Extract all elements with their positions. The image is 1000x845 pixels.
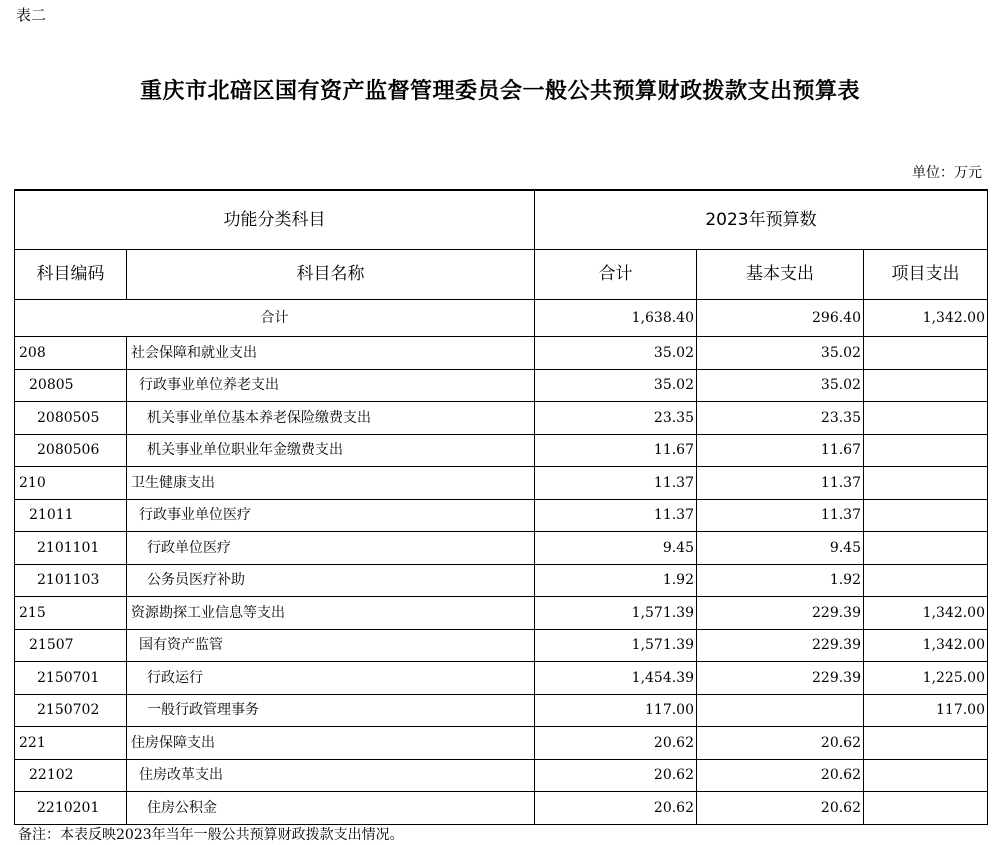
row-total: 11.37 bbox=[535, 499, 697, 532]
header-row-columns bbox=[15, 250, 988, 300]
total-project: 1,342.00 bbox=[864, 300, 988, 337]
row-name: 住房公积金 bbox=[127, 792, 535, 825]
row-code: 2080506 bbox=[15, 434, 127, 467]
row-project bbox=[864, 792, 988, 825]
total-row bbox=[15, 300, 988, 337]
row-basic: 229.39 bbox=[697, 629, 864, 662]
row-basic: 11.37 bbox=[697, 499, 864, 532]
row-name: 机关事业单位职业年金缴费支出 bbox=[127, 434, 535, 467]
row-name: 机关事业单位基本养老保险缴费支出 bbox=[127, 402, 535, 435]
row-total: 9.45 bbox=[535, 532, 697, 565]
table-row bbox=[15, 467, 988, 500]
row-code: 21011 bbox=[15, 499, 127, 532]
row-total: 11.37 bbox=[535, 467, 697, 500]
row-code: 215 bbox=[15, 597, 127, 630]
table-row bbox=[15, 727, 988, 760]
row-total: 20.62 bbox=[535, 759, 697, 792]
row-total: 35.02 bbox=[535, 337, 697, 370]
row-code: 2080505 bbox=[15, 402, 127, 435]
total-label: 合计 bbox=[15, 300, 535, 337]
row-code: 2101103 bbox=[15, 564, 127, 597]
row-name: 卫生健康支出 bbox=[127, 467, 535, 500]
row-code: 21507 bbox=[15, 629, 127, 662]
row-total: 117.00 bbox=[535, 694, 697, 727]
header-category-group: 功能分类科目 bbox=[15, 190, 535, 250]
table-row bbox=[15, 369, 988, 402]
table-row bbox=[15, 402, 988, 435]
row-name: 行政事业单位养老支出 bbox=[127, 369, 535, 402]
row-basic: 35.02 bbox=[697, 337, 864, 370]
row-code: 2101101 bbox=[15, 532, 127, 565]
row-project: 1,342.00 bbox=[864, 629, 988, 662]
table-row bbox=[15, 662, 988, 695]
row-project bbox=[864, 727, 988, 760]
row-name: 住房保障支出 bbox=[127, 727, 535, 760]
row-project bbox=[864, 499, 988, 532]
header-basic: 基本支出 bbox=[697, 250, 864, 300]
header-project: 项目支出 bbox=[864, 250, 988, 300]
row-name: 行政单位医疗 bbox=[127, 532, 535, 565]
row-total: 1,571.39 bbox=[535, 629, 697, 662]
page-title: 重庆市北碚区国有资产监督管理委员会一般公共预算财政拨款支出预算表 bbox=[139, 78, 860, 104]
row-project: 1,342.00 bbox=[864, 597, 988, 630]
row-total: 1,571.39 bbox=[535, 597, 697, 630]
table-row bbox=[15, 629, 988, 662]
header-total: 合计 bbox=[535, 250, 697, 300]
table-row bbox=[15, 759, 988, 792]
table-row bbox=[15, 337, 988, 370]
table-row bbox=[15, 564, 988, 597]
row-code: 20805 bbox=[15, 369, 127, 402]
row-total: 11.67 bbox=[535, 434, 697, 467]
row-total: 1.92 bbox=[535, 564, 697, 597]
table-number-label: 表二 bbox=[16, 6, 47, 24]
total-basic: 296.40 bbox=[697, 300, 864, 337]
row-basic: 229.39 bbox=[697, 597, 864, 630]
row-project bbox=[864, 402, 988, 435]
row-basic: 20.62 bbox=[697, 759, 864, 792]
row-project bbox=[864, 467, 988, 500]
row-code: 208 bbox=[15, 337, 127, 370]
table-row bbox=[15, 597, 988, 630]
row-basic: 20.62 bbox=[697, 792, 864, 825]
row-total: 20.62 bbox=[535, 727, 697, 760]
table-row bbox=[15, 434, 988, 467]
header-code: 科目编码 bbox=[15, 250, 127, 300]
row-total: 20.62 bbox=[535, 792, 697, 825]
row-project: 1,225.00 bbox=[864, 662, 988, 695]
row-name: 行政运行 bbox=[127, 662, 535, 695]
row-total: 35.02 bbox=[535, 369, 697, 402]
row-basic: 11.37 bbox=[697, 467, 864, 500]
row-basic bbox=[697, 694, 864, 727]
row-basic: 20.62 bbox=[697, 727, 864, 760]
row-basic: 11.67 bbox=[697, 434, 864, 467]
row-code: 210 bbox=[15, 467, 127, 500]
table-row bbox=[15, 532, 988, 565]
row-basic: 23.35 bbox=[697, 402, 864, 435]
row-code: 22102 bbox=[15, 759, 127, 792]
row-project: 117.00 bbox=[864, 694, 988, 727]
table-row bbox=[15, 499, 988, 532]
unit-label: 单位：万元 bbox=[912, 165, 982, 181]
row-name: 资源勘探工业信息等支出 bbox=[127, 597, 535, 630]
header-budget-group: 2023年预算数 bbox=[535, 190, 988, 250]
row-name: 社会保障和就业支出 bbox=[127, 337, 535, 370]
row-code: 2150701 bbox=[15, 662, 127, 695]
row-project bbox=[864, 564, 988, 597]
row-total: 23.35 bbox=[535, 402, 697, 435]
table-row bbox=[15, 694, 988, 727]
row-project bbox=[864, 532, 988, 565]
row-basic: 9.45 bbox=[697, 532, 864, 565]
table-row bbox=[15, 792, 988, 825]
row-name: 国有资产监管 bbox=[127, 629, 535, 662]
row-name: 公务员医疗补助 bbox=[127, 564, 535, 597]
row-project bbox=[864, 759, 988, 792]
row-name: 住房改革支出 bbox=[127, 759, 535, 792]
row-project bbox=[864, 337, 988, 370]
row-code: 2150702 bbox=[15, 694, 127, 727]
header-name: 科目名称 bbox=[127, 250, 535, 300]
total-total: 1,638.40 bbox=[535, 300, 697, 337]
footnote: 备注：本表反映2023年当年一般公共预算财政拨款支出情况。 bbox=[18, 827, 404, 843]
budget-table bbox=[14, 189, 988, 825]
header-row-group bbox=[15, 190, 988, 250]
row-name: 一般行政管理事务 bbox=[127, 694, 535, 727]
row-code: 2210201 bbox=[15, 792, 127, 825]
row-name: 行政事业单位医疗 bbox=[127, 499, 535, 532]
row-project bbox=[864, 434, 988, 467]
row-project bbox=[864, 369, 988, 402]
row-basic: 1.92 bbox=[697, 564, 864, 597]
row-basic: 229.39 bbox=[697, 662, 864, 695]
row-basic: 35.02 bbox=[697, 369, 864, 402]
row-total: 1,454.39 bbox=[535, 662, 697, 695]
row-code: 221 bbox=[15, 727, 127, 760]
